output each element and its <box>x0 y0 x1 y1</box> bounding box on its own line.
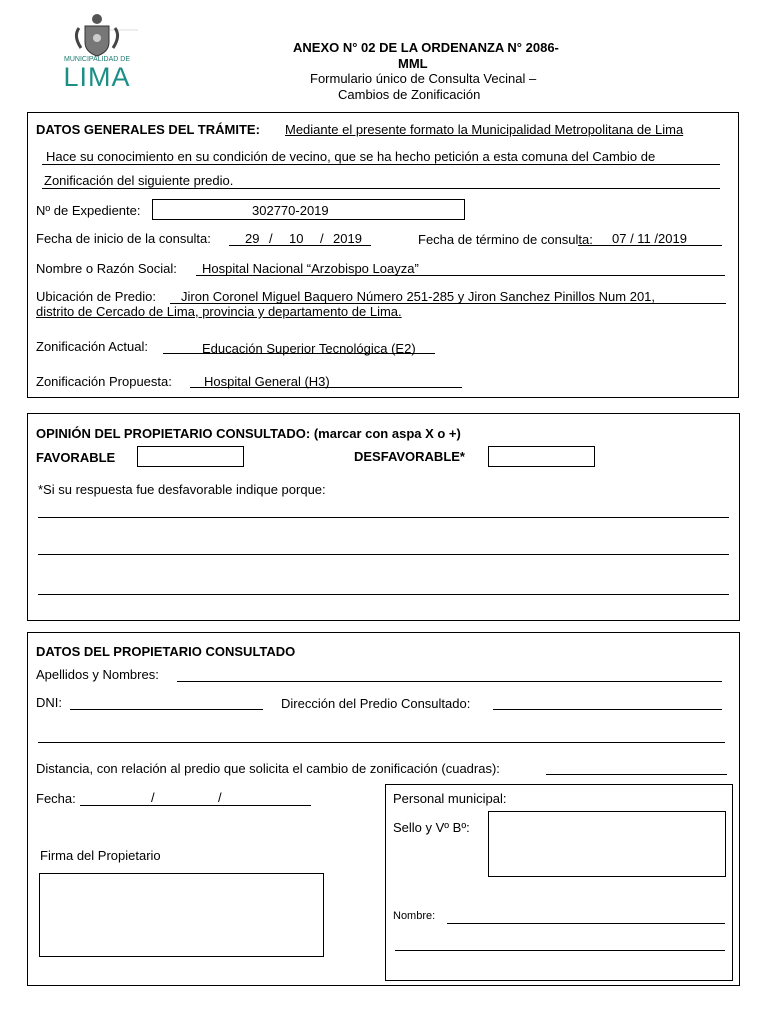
zon-actual-value: Educación Superior Tecnológica (E2) <box>202 341 416 356</box>
dni-field[interactable] <box>70 709 263 710</box>
apellidos-label: Apellidos y Nombres: <box>36 667 159 682</box>
sello-box[interactable] <box>488 811 726 877</box>
opinion-title: OPINIÓN DEL PROPIETARIO CONSULTADO: (marcar con aspa X o +) <box>36 426 461 441</box>
favorable-checkbox[interactable] <box>137 446 244 467</box>
termino-label: Fecha de término de consulta: <box>418 232 593 247</box>
termino-underline <box>578 245 722 246</box>
direccion-field[interactable] <box>493 709 722 710</box>
desfavorable-label: DESFAVORABLE* <box>354 449 465 464</box>
header-line2: MML <box>398 56 428 71</box>
intro-line2-underline <box>42 164 720 165</box>
expediente-value: 302770-2019 <box>252 203 329 218</box>
municipal-logo <box>52 10 142 90</box>
inicio-year: 2019 <box>333 231 362 246</box>
inicio-label: Fecha de inicio de la consulta: <box>36 231 211 246</box>
general-intro-line2: Hace su conocimiento en su condición de vecino, que se ha hecho petición a esta comuna del Cambio de <box>46 149 656 164</box>
reason-line-3[interactable] <box>38 594 729 595</box>
logo-subtitle: MUNICIPALIDAD DE <box>64 56 130 63</box>
zon-actual-label: Zonificación Actual: <box>36 339 149 354</box>
nombre-municipal-line2[interactable] <box>395 950 725 951</box>
nombre-underline <box>196 275 725 276</box>
firma-label: Firma del Propietario <box>40 848 161 863</box>
fecha-label: Fecha: <box>36 791 76 806</box>
ubicacion-label: Ubicación de Predio: <box>36 289 156 304</box>
desfavorable-note: *Si su respuesta fue desfavorable indique porque: <box>38 482 326 497</box>
zon-prop-value: Hospital General (H3) <box>204 374 330 389</box>
desfavorable-checkbox[interactable] <box>488 446 595 467</box>
favorable-label: FAVORABLE <box>36 450 116 465</box>
inicio-day: 29 <box>245 231 260 246</box>
sello-label: Sello y Vº Bº: <box>393 820 470 835</box>
inicio-sep1: / <box>269 231 273 246</box>
firma-box[interactable] <box>39 873 324 957</box>
direccion-field-line2[interactable] <box>38 742 725 743</box>
fecha-sep2: / <box>218 790 222 805</box>
personal-label: Personal municipal: <box>393 791 507 806</box>
inicio-month: 10 <box>289 231 304 246</box>
distancia-field[interactable] <box>546 774 727 775</box>
inicio-sep2: / <box>320 231 324 246</box>
termino-value: 07 / 11 /2019 <box>612 231 687 246</box>
general-intro-line1: Mediante el presente formato la Municipalidad Metropolitana de Lima <box>285 122 684 137</box>
ubicacion-value2: distrito de Cercado de Lima, provincia y departamento de Lima. <box>36 304 402 319</box>
owner-title: DATOS DEL PROPIETARIO CONSULTADO <box>36 644 296 659</box>
distancia-label: Distancia, con relación al predio que solicita el cambio de zonificación (cuadras): <box>36 761 500 776</box>
direccion-label: Dirección del Predio Consultado: <box>281 696 471 711</box>
reason-line-2[interactable] <box>38 554 729 555</box>
apellidos-field[interactable] <box>177 681 722 682</box>
dni-label: DNI: <box>36 695 62 710</box>
fecha-sep1: / <box>151 790 155 805</box>
general-intro-line3: Zonificación del siguiente predio. <box>44 173 234 188</box>
fecha-field[interactable] <box>80 805 311 806</box>
header-line1: ANEXO N° 02 DE LA ORDENANZA N° 2086- <box>293 40 559 55</box>
general-title: DATOS GENERALES DEL TRÁMITE: <box>36 122 260 137</box>
nombre-label: Nombre o Razón Social: <box>36 261 177 276</box>
coat-of-arms-icon <box>52 10 142 58</box>
nombre-municipal-field[interactable] <box>447 923 725 924</box>
header-line3: Formulario único de Consulta Vecinal – <box>310 71 537 86</box>
expediente-label: Nº de Expediente: <box>36 203 141 218</box>
intro-line3-underline <box>42 188 720 189</box>
nombre-municipal-label: Nombre: <box>393 910 436 922</box>
logo-title: LIMA <box>63 62 131 92</box>
reason-line-1[interactable] <box>38 517 729 518</box>
nombre-value: Hospital Nacional “Arzobispo Loayza” <box>202 261 419 276</box>
header-line4: Cambios de Zonificación <box>338 87 481 102</box>
ubicacion-value1: Jiron Coronel Miguel Baquero Número 251-285 y Jiron Sanchez Pinillos Num 201, <box>181 289 656 304</box>
zon-prop-label: Zonificación Propuesta: <box>36 374 172 389</box>
